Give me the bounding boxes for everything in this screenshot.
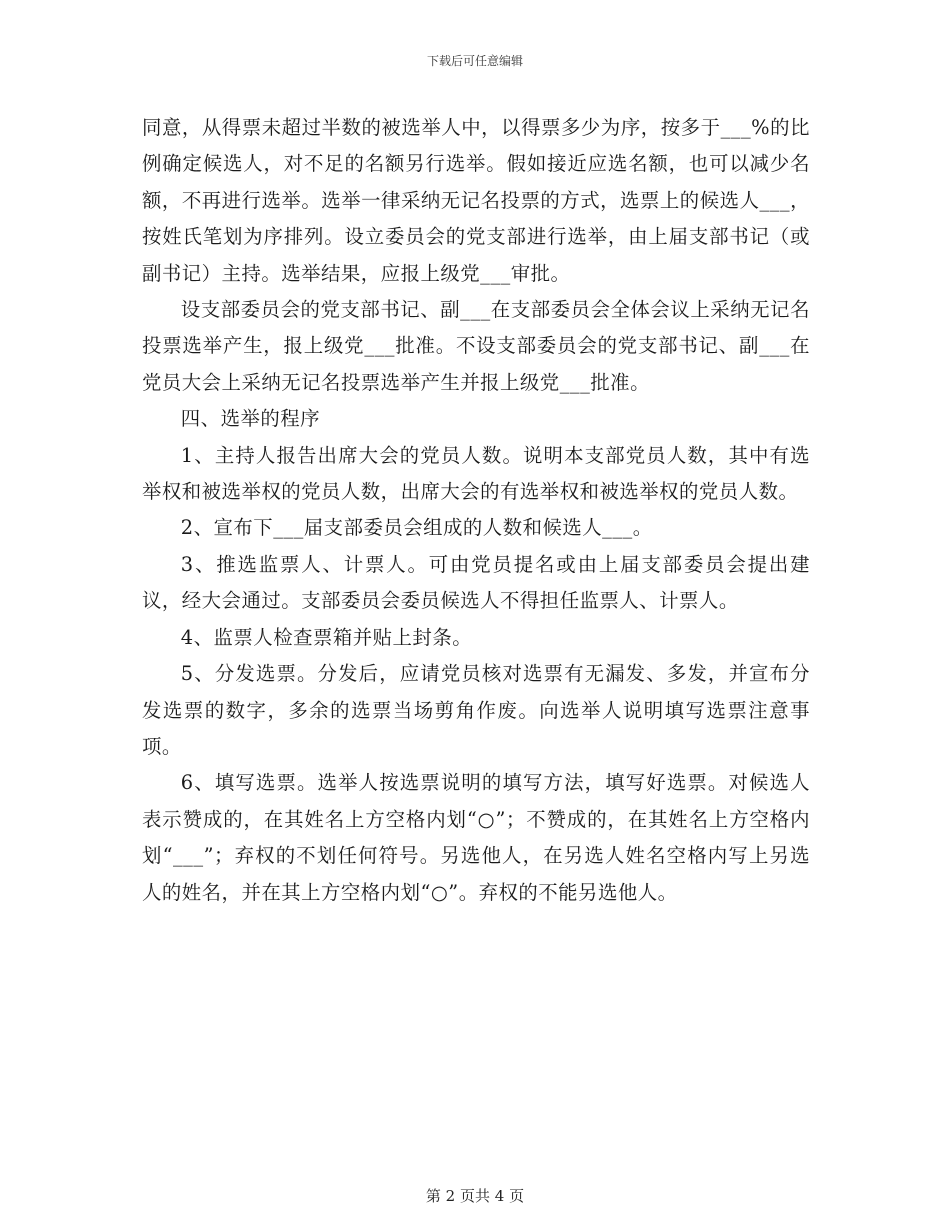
- page-header: 下载后可任意编辑: [426, 54, 523, 68]
- paragraph: 同意，从得票未超过半数的被选举人中，以得票多少为序，按多于___%的比例确定候选人，对不足的名额另行选举。假如接近应选名额，也可以减少名额，不再进行选举。选举一律采纳无记名投票的方式，选票上的候选人___，按姓氏笔划为序排列。设立委员会的党支部进行选举，由上届支部书记（或副书记）主持。选举结果，应报上级党___审批。: [142, 116, 810, 285]
- list-item: 6、填写选票。选举人按选票说明的填写方法，填写好选票。对候选人表示赞成的，在其姓名上方空格内划“○”；不赞成的，在其姓名上方空格内划“___”；弃权的不划任何符号。另选他人，在另选人姓名空格内写上另选人的姓名，并在其上方空格内划“○”。弃权的不能另选他人。: [142, 771, 810, 904]
- document-body: [142, 110, 810, 911]
- page-number: 第 2 页共 4 页: [425, 1187, 525, 1205]
- paragraph: 设支部委员会的党支部书记、副___在支部委员会全体会议上采纳无记名投票选举产生，报上级党___批准。不设支部委员会的党支部书记、副___在党员大会上采纳无记名投票选举产生并报上级党___批准。: [142, 298, 810, 394]
- section-heading: 四、选举的程序: [180, 407, 321, 431]
- list-item: 1、主持人报告出席大会的党员人数。说明本支部党员人数，其中有选举权和被选举权的党员人数，出席大会的有选举权和被选举权的党员人数。: [142, 443, 810, 504]
- list-item: 4、监票人检查票箱并贴上封条。: [180, 625, 473, 649]
- list-item: 5、分发选票。分发后，应请党员核对选票有无漏发、多发，并宣布分发选票的数字，多余的选票当场剪角作废。向选举人说明填写选票注意事项。: [142, 662, 810, 758]
- list-item: 2、宣布下___届支部委员会组成的人数和候选人___。: [180, 516, 653, 540]
- list-item: 3、推选监票人、计票人。可由党员提名或由上届支部委员会提出建议，经大会通过。支部委员会委员候选人不得担任监票人、计票人。: [142, 552, 810, 613]
